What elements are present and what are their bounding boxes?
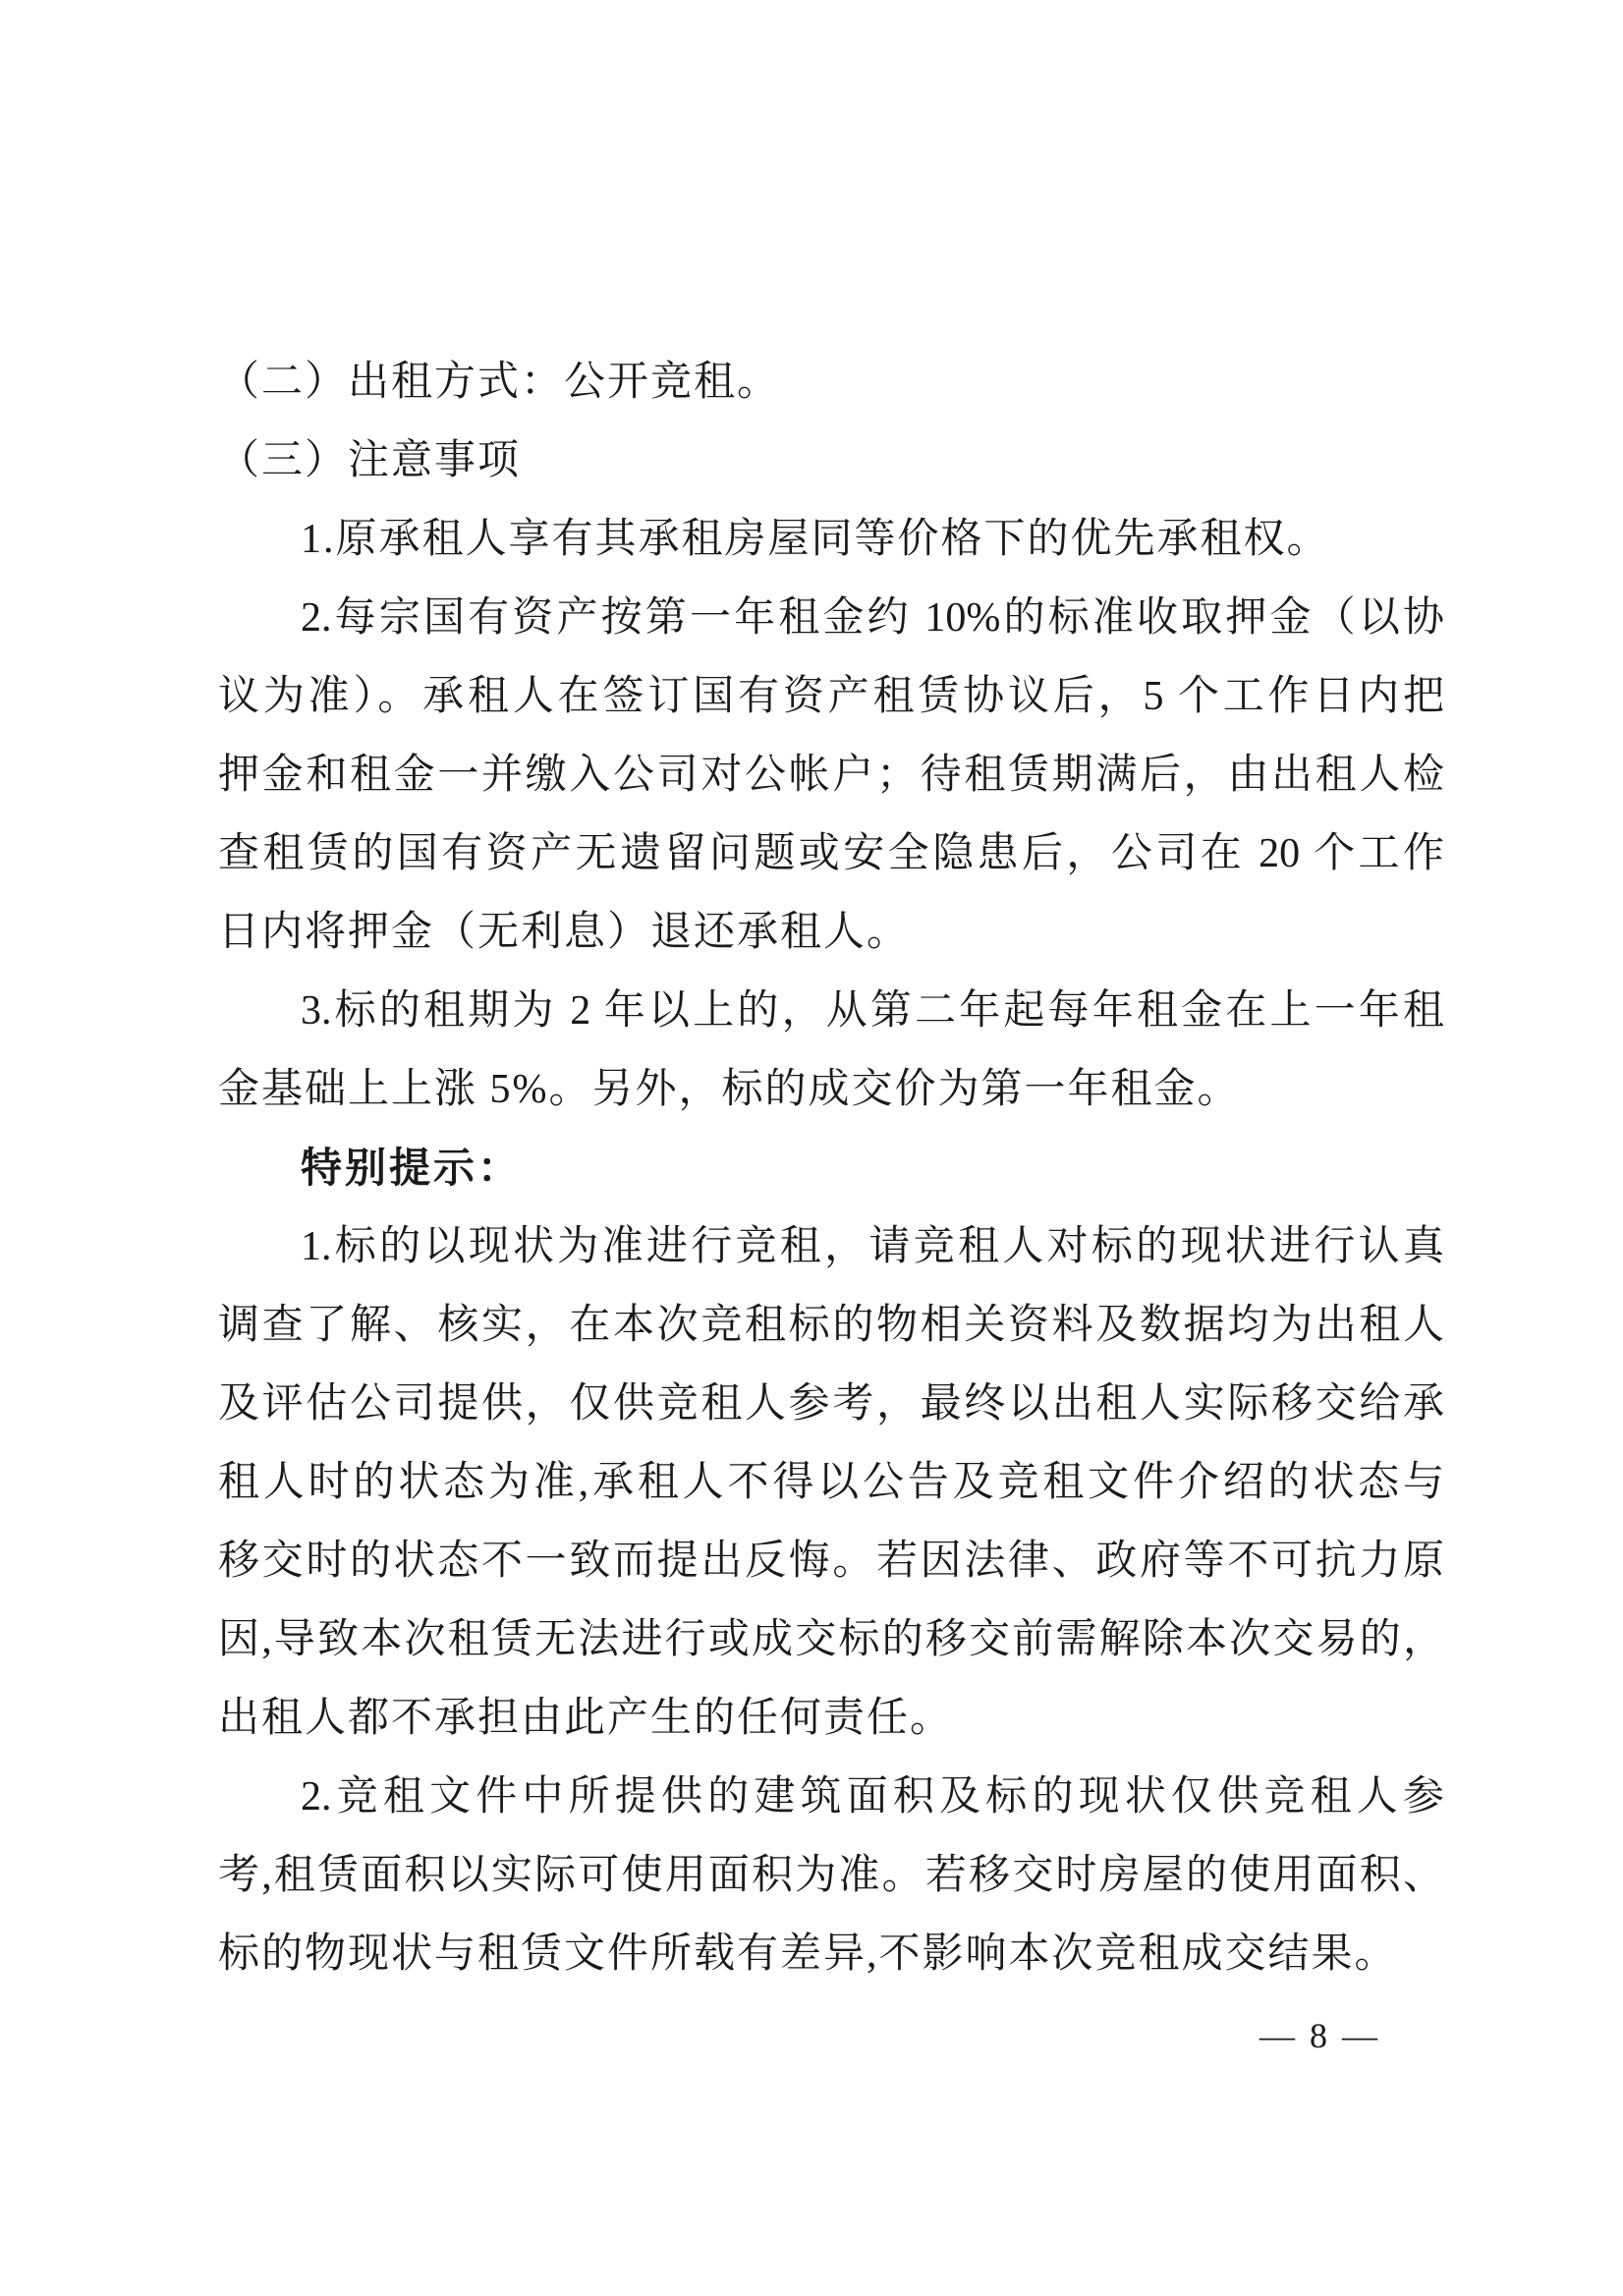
document-line: 1.原承租人享有其承租房屋同等价格下的优先承租权。 — [301, 517, 1330, 562]
document-line: 查租赁的国有资产无遗留问题或安全隐患后，公司在 20 个工作 — [218, 831, 1444, 876]
document-line: 考,租赁面积以实际可使用面积为准。若移交时房屋的使用面积、 — [218, 1853, 1444, 1898]
document-line: 押金和租金一并缴入公司对公帐户；待租赁期满后，由出租人检 — [218, 753, 1444, 798]
document-line: 1.标的以现状为准进行竞租，请竞租人对标的现状进行认真 — [301, 1224, 1444, 1269]
document-line: 出租人都不承担由此产生的任何责任。 — [218, 1696, 954, 1741]
document-line: 2.每宗国有资产按第一年租金约 10%的标准收取押金（以协 — [301, 595, 1444, 641]
document-line: （二）出租方式：公开竞租。 — [218, 360, 781, 405]
document-line: 日内将押金（无利息）退还承租人。 — [218, 910, 911, 955]
document-line: 移交时的状态不一致而提出反悔。若因法律、政府等不可抗力原 — [218, 1539, 1444, 1584]
page-number: — 8 — — [1259, 2016, 1380, 2055]
document-line: 标的物现状与租赁文件所载有差异,不影响本次竞租成交结果。 — [218, 1932, 1398, 1977]
special-note-heading: 特别提示： — [301, 1145, 523, 1191]
document-line: 调查了解、核实，在本次竞租标的物相关资料及数据均为出租人 — [218, 1303, 1444, 1348]
document-line: 金基础上上涨 5%。另外，标的成交价为第一年租金。 — [218, 1067, 1241, 1112]
text-block — [218, 343, 1444, 1993]
document-line: 及评估公司提供，仅供竞租人参考，最终以出租人实际移交给承 — [218, 1381, 1444, 1427]
document-line: 2.竞租文件中所提供的建筑面积及标的现状仅供竞租人参 — [301, 1774, 1444, 1820]
document-line: （三）注意事项 — [218, 438, 522, 483]
document-line: 因,导致本次租赁无法进行或成交标的移交前需解除本次交易的， — [218, 1617, 1444, 1662]
document-line: 租人时的状态为准,承租人不得以公告及竞租文件介绍的状态与 — [218, 1460, 1444, 1505]
document-line: 议为准）。承租人在签订国有资产租赁协议后，5 个工作日内把 — [218, 674, 1444, 719]
document-line: 3.标的租期为 2 年以上的，从第二年起每年租金在上一年租 — [301, 988, 1444, 1034]
